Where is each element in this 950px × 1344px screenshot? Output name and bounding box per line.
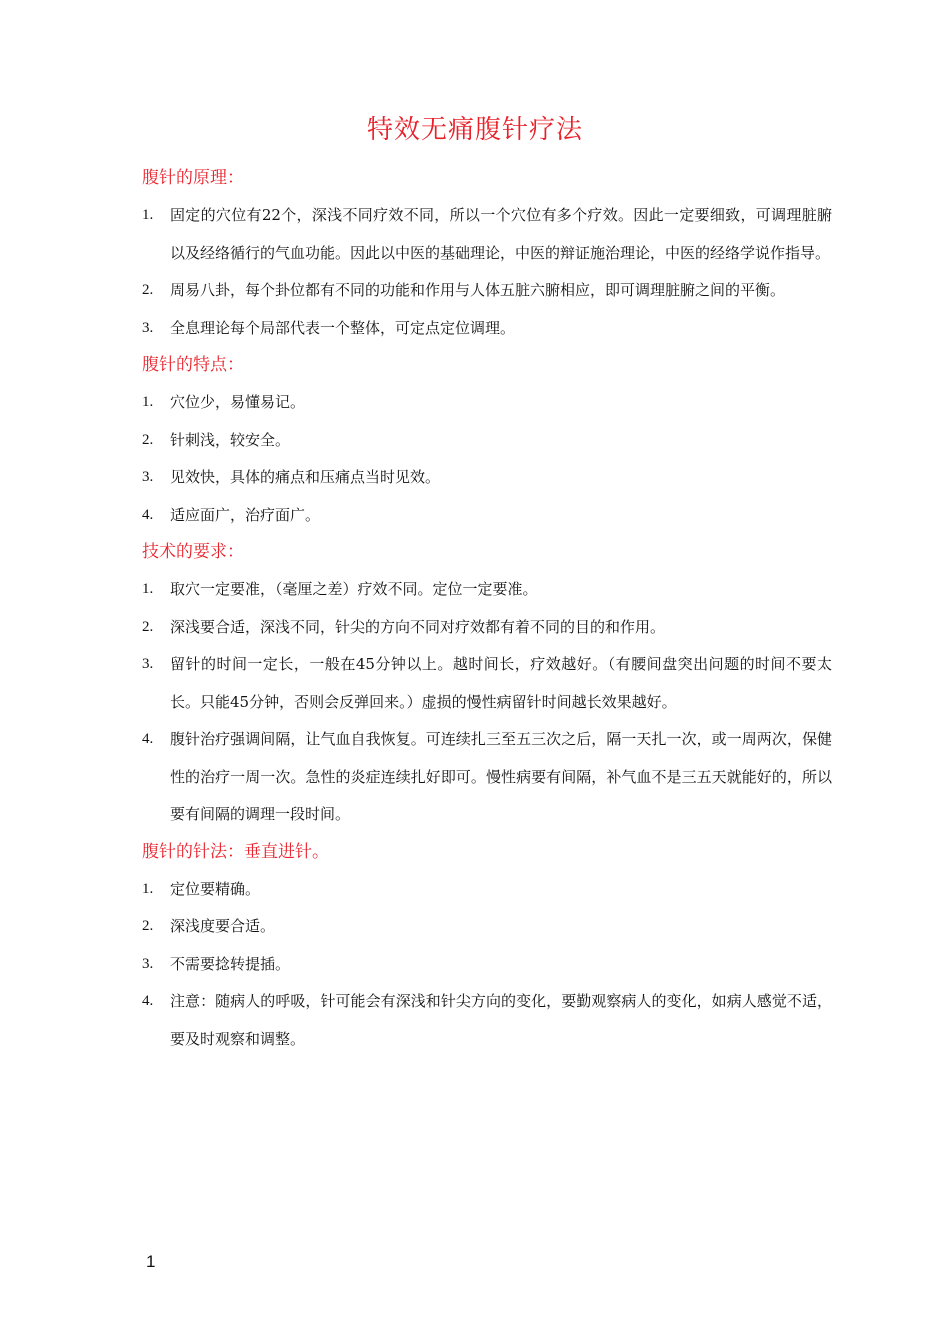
list-item [142,272,832,310]
list-item [142,646,832,721]
item-text: 周易八卦，每个卦位都有不同的功能和作用与人体五脏六腑相应，即可调理脏腑之间的平衡。 [170,281,786,299]
item-text: 适应面广，治疗面广。 [170,505,321,524]
item-number: 2. [142,618,154,635]
item-text: 腹针治疗强调间隔，让气血自我恢复。可连续扎三至五三次之后，隔一天扎一次，或一周两次，保健性的治疗一周一次。急性的炎症连续扎好即可。慢性病要有间隔，补气血不是三五天就能好的，所以要有间隔的调理一段时间。 [170,730,832,823]
item-text: 固定的穴位有22个，深浅不同疗效不同，所以一个穴位有多个疗效。因此一定要细致，可调理脏腑以及经络循行的气血功能。因此以中医的基础理论，中医的辩证施治理论，中医的经络学说作指导。 [170,206,832,262]
item-number: 1. [142,581,154,597]
list-item [142,609,832,647]
item-text: 深浅要合适，深浅不同，针尖的方向不同对疗效都有着不同的目的和作用。 [170,617,666,636]
item-text: 注意：随病人的呼吸，针可能会有深浅和针尖方向的变化，要勤观察病人的变化，如病人感觉不适，要及时观察和调整。 [170,992,832,1048]
list-item [142,983,832,1058]
item-number: 3. [142,469,154,485]
item-text: 见效快，具体的痛点和压痛点当时见效。 [170,468,441,486]
item-number: 3. [142,319,154,336]
item-text: 取穴一定要准，（毫厘之差）疗效不同。定位一定要准。 [170,580,538,598]
item-text: 全息理论每个局部代表一个整体，可定点定位调理。 [170,318,516,337]
item-number: 2. [142,282,154,298]
item-number: 1. [142,207,154,223]
item-number: 1. [142,394,154,410]
section-heading: 技术的要求： [142,542,244,562]
section-needling-method [142,834,832,1059]
list-item [142,384,832,422]
list-item [142,310,832,348]
section-features [142,347,832,534]
document-body [142,160,832,1058]
item-number: 2. [142,431,154,448]
list-item [142,497,832,535]
page-number: 1 [146,1252,156,1271]
list-item [142,197,832,272]
section-heading: 腹针的针法：垂直进针。 [142,841,329,862]
item-number: 4. [142,993,154,1009]
item-number: 4. [142,506,154,523]
list-item [142,459,832,497]
list-item [142,422,832,460]
section-requirements [142,534,832,834]
list-item [142,721,832,834]
item-text: 不需要捻转提插。 [170,954,291,973]
section-principle [142,160,832,347]
list-item [142,871,832,909]
section-heading: 腹针的特点： [142,355,244,375]
item-number: 4. [142,731,154,747]
section-heading: 腹针的原理： [142,168,244,188]
page-title: 特效无痛腹针疗法 [366,115,583,145]
list-item [142,908,832,946]
item-text: 穴位少，易懂易记。 [170,393,306,411]
list-item [142,571,832,609]
item-number: 3. [142,955,154,972]
item-number: 1. [142,880,154,897]
list-item [142,946,832,984]
item-number: 2. [142,918,154,934]
item-number: 3. [142,656,154,672]
item-text: 定位要精确。 [170,879,261,898]
item-text: 深浅度要合适。 [170,917,276,935]
item-text: 针刺浅，较安全。 [170,430,291,449]
item-text: 留针的时间一定长，一般在45分钟以上。越时间长，疗效越好。（有腰间盘突出问题的时间不要太长。只能45分钟，否则会反弹回来。）虚损的慢性病留针时间越长效果越好。 [170,655,832,711]
